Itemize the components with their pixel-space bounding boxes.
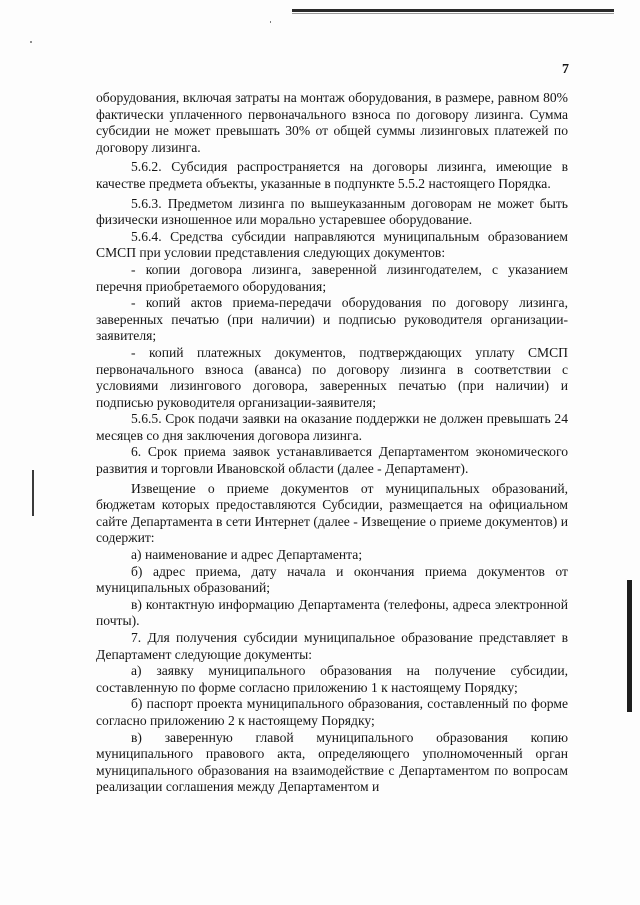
paragraph-5-6-5: 5.6.5. Срок подачи заявки на оказание поддержки не должен превышать 24 месяцев со дня заключения договора лизинга. <box>96 411 568 443</box>
paragraph-5-6-3: 5.6.3. Предметом лизинга по вышеуказанным договорам не может быть физически изношенное или морально устаревшее оборудование. <box>96 195 568 228</box>
paragraph-6: 6. Срок приема заявок устанавливается Департаментом экономического развития и торговли Ивановской области (далее - Департамент). <box>96 444 568 477</box>
scan-top-rule <box>292 9 614 12</box>
paragraph-5-6-4: 5.6.4. Средства субсидии направляются муниципальным образованием СМСП при условии представления следующих документов: <box>96 228 568 261</box>
scan-right-edge-mark <box>627 580 632 712</box>
scan-top-rule-shadow <box>292 13 614 14</box>
list-item-acceptance-acts: - копий актов приема-передачи оборудования по договору лизинга, заверенных печатью (при наличии) и подписью руководителя организации-заявителя; <box>96 295 568 344</box>
list-item-notice-c: в) контактную информацию Департамента (телефоны, адреса электронной почты). <box>96 596 568 629</box>
page-number: 7 <box>562 62 569 77</box>
scan-speck <box>270 21 271 23</box>
paragraph-notice: Извещение о приеме документов от муниципальных образований, бюджетам которых предоставляются Субсидии, размещается на официальном сайте Департамента в сети Интернет (далее - Извещение о приеме документов) и содержит: <box>96 480 568 546</box>
list-item-notice-a: а) наименование и адрес Департамента; <box>131 547 363 563</box>
document-body <box>96 90 568 796</box>
list-item-docs-c: в) заверенную главой муниципального образования копию муниципального правового акта, определяющего уполномоченный орган муниципального образования на взаимодействие с Департаментом по вопросам реализации соглашения между Департаментом и <box>96 729 568 795</box>
scan-speck <box>30 41 32 43</box>
scan-left-margin-mark <box>32 470 34 516</box>
list-item-notice-b: б) адрес приема, дату начала и окончания приема документов от муниципальных образований; <box>96 563 568 596</box>
list-item-payment-documents: - копий платежных документов, подтверждающих уплату СМСП первоначального взноса (аванса) по договору лизинга в соответствии с условиями лизингового договора, заверенных печатью (при наличии) и подписью руководителя организации-заявителя; <box>96 344 568 410</box>
list-item-docs-a: а) заявку муниципального образования на получение субсидии, составленную по форме согласно приложению 1 к настоящему Порядку; <box>96 663 568 695</box>
list-item-lease-contract-copy: - копии договора лизинга, заверенной лизингодателем, с указанием перечня приобретаемого оборудования; <box>96 261 568 294</box>
paragraph-5-6-2: 5.6.2. Субсидия распространяется на договоры лизинга, имеющие в качестве предмета объекты, указанные в подпункте 5.5.2 настоящего Порядка. <box>96 159 568 191</box>
list-item-docs-b: б) паспорт проекта муниципального образования, составленный по форме согласно приложению 2 к настоящему Порядку; <box>96 696 568 728</box>
paragraph-equipment-cost: оборудования, включая затраты на монтаж оборудования, в размере, равном 80% фактически уплаченного первоначального взноса по договору лизинга. Сумма субсидии не может превышать 30% от общей суммы лизинговых платежей по договору лизинга. <box>96 90 568 155</box>
paragraph-7: 7. Для получения субсидии муниципальное образование представляет в Департамент следующие документы: <box>96 630 568 662</box>
